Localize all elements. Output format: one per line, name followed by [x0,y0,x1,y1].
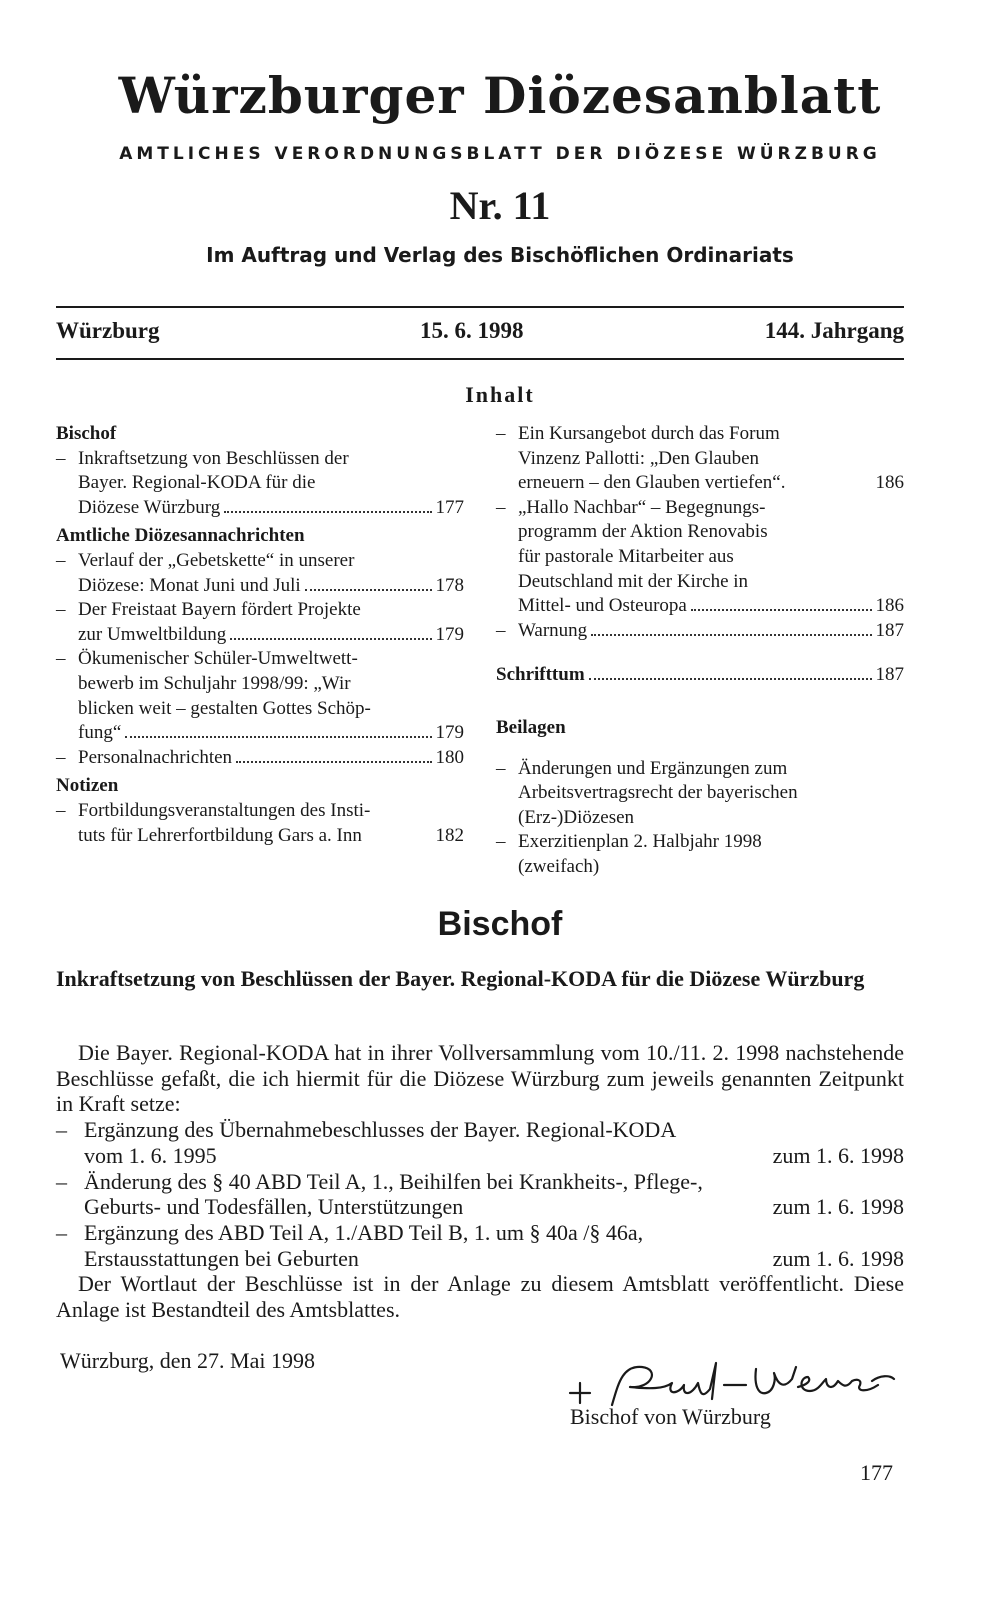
toc-entry: – Ein Kursangebot durch das Forum Vinzenz Pallotti: „Den Glauben erneuern – den Glauben vertiefen“. 186 [496,423,904,494]
toc-entry: – „Hallo Nachbar“ – Begegnungs- programm der Aktion Renovabis für pastorale Mitarbeiter aus Deutschland mit der Kirche in Mittel- und Osteuropa 186 [496,496,904,617]
article-item: – Änderung des § 40 ABD Teil A, 1., Beihilfen bei Krankheits-, Pflege-, Geburts- und Todesfällen, Unterstützungen zum 1. 6. 1998 [56,1168,904,1220]
toc-entry: – Warnung 187 [496,619,904,641]
toc-heading-beilagen: Beilagen [496,716,566,738]
article-intro: Die Bayer. Regional-KODA hat in ihrer Vollversammlung vom 10./11. 2. 1998 nachstehende Beschlüsse gefaßt, die ich hiermit für die Diözese Würzburg zum jeweils genannten Zeitpunkt in Kraft setze: [56,1040,904,1117]
page-number: 177 [860,1460,893,1485]
header-volume: 144. Jahrgang [764,318,904,343]
toc-entry: – Inkraftsetzung von Beschlüssen der Bayer. Regional-KODA für die Diözese Würzburg 177 [56,447,464,518]
toc-entry: – Exerzitienplan 2. Halbjahr 1998 (zweifach) [496,831,762,877]
publisher-line: Im Auftrag und Verlag des Bischöflichen Ordinariats [206,243,794,267]
header-rule-bottom [56,358,904,360]
masthead-subtitle: AMTLICHES VERORDNUNGSBLATT DER DIÖZESE WÜRZBURG [119,144,881,164]
issue-number: Nr. 11 [449,183,551,228]
toc-entry: – Änderungen und Ergänzungen zum Arbeitsvertragsrecht der bayerischen (Erz-)Diözesen [496,757,798,828]
article-title: Inkraftsetzung von Beschlüssen der Bayer. Regional-KODA für die Diözese Würzburg [56,966,865,991]
section-heading: Bischof [437,905,563,943]
toc-schrifttum: Schrifttum 187 [496,664,904,686]
article-body [56,1040,904,1323]
header-date: 15. 6. 1998 [420,318,524,343]
header-place: Würzburg [56,318,160,343]
header-rule-top [56,306,904,308]
toc-left-column [56,422,464,848]
toc-heading-notizen: Notizen [56,775,119,797]
toc-entry: – Verlauf der „Gebetskette“ in unserer Diözese: Monat Juni und Juli 178 [56,549,464,596]
article-item: – Ergänzung des Übernahmebeschlusses der Bayer. Regional-KODA vom 1. 6. 1995 zum 1. 6. 1998 [56,1117,904,1168]
toc-right-column [496,422,904,880]
signature-caption: Bischof von Würzburg [570,1404,771,1429]
toc-entry: – Ökumenischer Schüler-Umweltwett- bewerb im Schuljahr 1998/99: „Wir blicken weit – gestalten Gottes Schöp- fung“ 179 [56,648,464,744]
toc-title: Inhalt [465,382,535,407]
date-line: Würzburg, den 27. Mai 1998 [60,1348,315,1373]
toc-entry: – Fortbildungsveranstaltungen des Insti- tuts für Lehrerfortbildung Gars a. Inn 182 [56,799,464,846]
article-closing: Der Wortlaut der Beschlüsse ist in der Anlage zu diesem Amtsblatt veröffentlicht. Diese Anlage ist Bestandteil des Amtsblattes. [56,1271,904,1323]
toc-heading-amtliche: Amtliche Diözesannachrichten [56,525,305,547]
toc-entry: – Der Freistaat Bayern fördert Projekte zur Umweltbildung 179 [56,599,464,645]
article-item: – Ergänzung des ABD Teil A, 1./ABD Teil B, 1. um § 40a /§ 46a, Erstausstattungen bei Geburten zum 1. 6. 1998 [56,1219,904,1271]
toc-entry: – Personalnachrichten 180 [56,746,464,768]
toc-heading-bischof: Bischof [56,423,117,444]
header-bar [56,318,904,346]
masthead-title: Würzburger Diözesanblatt [118,66,882,125]
